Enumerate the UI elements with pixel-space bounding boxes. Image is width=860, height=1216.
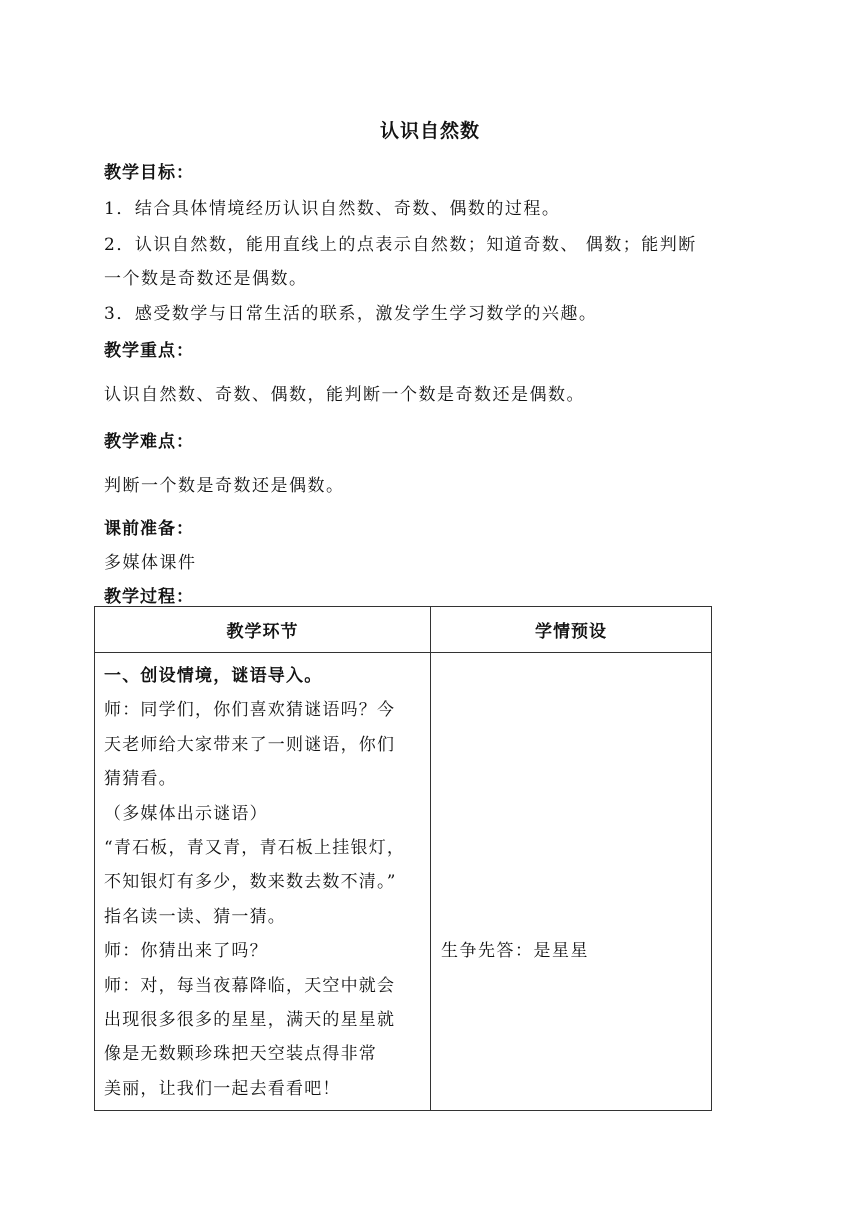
- cell-line: 师：你猜出来了吗？: [104, 941, 268, 962]
- cell-line: 美丽，让我们一起去看看吧！: [104, 1078, 341, 1099]
- student-prediction-cell: [431, 653, 712, 1111]
- difficulties-text: 判断一个数是奇数还是偶数。: [104, 476, 345, 496]
- cell-line: 像是无数颗珍珠把天空装点得非常: [104, 1044, 377, 1065]
- objective-line-2: 2．认识自然数，能用直线上的点表示自然数；知道奇数、 偶数；能判断: [104, 235, 697, 255]
- objective-line-3: 3．感受数学与日常生活的联系，激发学生学习数学的兴趣。: [104, 304, 598, 324]
- cell-line: 不知银灯有多少，数来数去数不清。”: [104, 872, 397, 893]
- cell-line: “青石板，青又青，青石板上挂银灯，: [104, 838, 406, 859]
- table-row: [95, 653, 712, 1111]
- key-points-heading: 教学重点：: [104, 341, 194, 361]
- objective-line-1: 1．结合具体情境经历认识自然数、奇数、偶数的过程。: [104, 199, 561, 219]
- cell-line: （多媒体出示谜语）: [104, 803, 268, 824]
- cell-line: 指名读一读、猜一猜。: [104, 906, 286, 927]
- process-table: [94, 606, 712, 1111]
- preparation-text: 多媒体课件: [104, 553, 197, 573]
- teaching-step-cell: [95, 653, 431, 1111]
- process-heading: 教学过程：: [104, 587, 194, 607]
- cell-line: 天老师给大家带来了一则谜语，你们: [104, 734, 396, 755]
- preparation-heading: 课前准备：: [104, 519, 194, 539]
- column-header-student-prediction: 学情预设: [431, 607, 712, 653]
- key-points-text: 认识自然数、奇数、偶数，能判断一个数是奇数还是偶数。: [104, 385, 585, 405]
- objective-line-2-cont: 一个数是奇数还是偶数。: [104, 269, 308, 289]
- difficulties-heading: 教学难点：: [104, 432, 194, 452]
- cell-line: 猜猜看。: [104, 769, 177, 790]
- student-answer: 生争先答：是星星: [441, 941, 589, 961]
- cell-line: 师：对，每当夜幕降临，天空中就会: [104, 975, 396, 996]
- column-header-teaching-step: 教学环节: [95, 607, 431, 653]
- cell-line: 出现很多很多的星星，满天的星星就: [104, 1010, 396, 1031]
- cell-line: 师：同学们，你们喜欢猜谜语吗？今: [104, 700, 396, 721]
- table-header-row: [95, 607, 712, 653]
- objectives-heading: 教学目标：: [104, 163, 194, 183]
- section-heading: 一、创设情境，谜语导入。: [104, 666, 323, 686]
- document-title: 认识自然数: [379, 120, 480, 142]
